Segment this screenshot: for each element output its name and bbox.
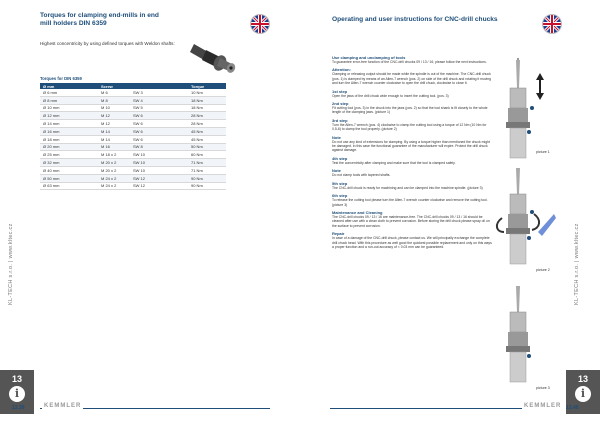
- table-cell: Ø 6 mm: [40, 89, 98, 96]
- table-cell: Ø 40 mm: [40, 166, 98, 174]
- instruction-text: Fit cutting tool (pos. 3) in the chuck into the jaws (pos. 2) so that the tool shank is fit closely to the whole length of the clamping jaws. (picture 1): [332, 106, 488, 115]
- instruction-heading: Attention:: [332, 67, 351, 73]
- table-cell: 71 Nm: [188, 159, 226, 167]
- table-cell: SW 5: [130, 104, 188, 112]
- table-cell: SW 6: [130, 135, 188, 143]
- instruction-text: Test the concentricity after clamping and make sure that the tool is clamped safely.: [332, 160, 456, 165]
- instruction-text: The CNC-drill chuck is ready for machining and can be clamped into the machine spindle. (picture 3): [332, 185, 483, 190]
- table-cell: SW 6: [130, 112, 188, 120]
- instruction-text: Open the jaws of the drill chuck wide enough to insert the cutting tool. (pos. 3): [332, 93, 449, 98]
- instruction-heading: 2nd step: [332, 101, 349, 107]
- page-number-right: 13.40: [566, 405, 579, 411]
- left-vertical-url: KL-TECH s.r.o. | www.kltec.cz: [8, 223, 14, 305]
- table-cell: SW 12: [130, 182, 188, 190]
- instruction-heading: Maintenance and Cleaning: [332, 209, 383, 215]
- uk-flag-icon: [542, 14, 562, 34]
- right-sidebar: [566, 0, 600, 424]
- table-row: [40, 112, 226, 120]
- table-cell: M 18 x 2: [98, 151, 130, 159]
- table-cell: M 14: [98, 127, 130, 135]
- table-cell: SW 6: [130, 120, 188, 128]
- instruction-heading: Note: [332, 134, 341, 140]
- table-row: [40, 104, 226, 112]
- picture-label-2: picture 2: [536, 268, 550, 272]
- table-row: [40, 174, 226, 182]
- table-cell: Ø 12 mm: [40, 112, 98, 120]
- table-cell: SW 3: [130, 89, 188, 96]
- table-row: [40, 135, 226, 143]
- section-number: 13: [11, 374, 22, 384]
- table-cell: M 24 x 2: [98, 174, 130, 182]
- footer-brand-right: KEMMLER: [524, 403, 562, 409]
- table-row: [40, 159, 226, 167]
- table-cell: 60 Nm: [188, 151, 226, 159]
- table-cell: 18 Nm: [188, 104, 226, 112]
- table-row: [40, 89, 226, 96]
- instruction-text: To release the cutting tool please turn the Allen-7 wrench counter clockwise and remove the cutting tool. (picture 3): [332, 198, 488, 207]
- instruction-text: The CNC-drill chucks 09 / 13 / 16 are maintenance-free. The CNC-drill chucks 09 / 13 / 16 should be cleaned after use with a clean cloth to prevent corrosion. Before storing the drill chuck please spray oil on the surface to prevent corrosion.: [332, 214, 490, 228]
- left-sidebar: [0, 0, 34, 424]
- instruction-heading: 4th step: [332, 155, 348, 161]
- table-cell: 90 Nm: [188, 174, 226, 182]
- instruction-heading: 1st step: [332, 88, 348, 94]
- table-cell: SW 12: [130, 174, 188, 182]
- table-cell: SW 10: [130, 159, 188, 167]
- table-cell: 28 Nm: [188, 120, 226, 128]
- table-row: [40, 166, 226, 174]
- info-icon: i: [9, 386, 25, 402]
- instruction-heading: 6th step: [332, 193, 348, 199]
- table-row: [40, 120, 226, 128]
- picture-label-3: picture 3: [536, 386, 550, 390]
- instructions-column: [332, 52, 492, 249]
- table-cell: Ø 25 mm: [40, 151, 98, 159]
- torque-table: [40, 83, 226, 190]
- drill-chuck-picture-2: [488, 166, 558, 275]
- instruction-text: Do not use any kind of extensions for clamping. By using a torque higher than mentioned the chuck might be damaged. In this case the functional guarantee of the manufacturer will expire. Protect the drill chuck against damage.: [332, 139, 490, 153]
- table-cell: Ø 63 mm: [40, 182, 98, 190]
- table-row: [40, 96, 226, 104]
- table-cell: 28 Nm: [188, 112, 226, 120]
- table-row: [40, 151, 226, 159]
- instruction-heading: 3rd step: [332, 117, 348, 123]
- uk-flag-icon: [250, 14, 270, 34]
- info-icon: i: [575, 386, 591, 402]
- instruction-heading: 5th step: [332, 180, 348, 186]
- column-header: Torque: [188, 83, 226, 89]
- table-row: [40, 182, 226, 190]
- footer-brand-left: KEMMLER: [44, 403, 82, 409]
- drill-chuck-picture-3: [488, 284, 548, 393]
- table-cell: Ø 32 mm: [40, 159, 98, 167]
- table-cell: 45 Nm: [188, 135, 226, 143]
- table-cell: M 8: [98, 96, 130, 104]
- table-cell: M 24 x 2: [98, 182, 130, 190]
- table-row: [40, 143, 226, 151]
- left-page-title: Torques for clamping end-mills in end mill holders DIN 6359: [40, 12, 159, 27]
- instruction-heading: Use clamping and unclamping of tools: [332, 55, 406, 60]
- table-cell: SW 10: [130, 151, 188, 159]
- table-cell: M 14: [98, 135, 130, 143]
- table-cell: M 12: [98, 120, 130, 128]
- right-vertical-url: KL-TECH s.r.o. | www.kltec.cz: [574, 223, 580, 305]
- instruction-text: Do not clamp tools with tapered shafts.: [332, 173, 391, 178]
- table-cell: M 20 x 2: [98, 166, 130, 174]
- picture-label-1: picture 1: [536, 150, 550, 154]
- table-cell: 45 Nm: [188, 127, 226, 135]
- column-header: Screw: [98, 83, 130, 89]
- table-cell: 10 Nm: [188, 89, 226, 96]
- table-cell: SW 4: [130, 96, 188, 104]
- table-cell: 18 Nm: [188, 96, 226, 104]
- right-page-title: Operating and user instructions for CNC-drill chucks: [332, 16, 498, 23]
- table-cell: Ø 18 mm: [40, 135, 98, 143]
- table-cell: SW 10: [130, 166, 188, 174]
- table-cell: Ø 50 mm: [40, 174, 98, 182]
- instruction-heading: Note: [332, 168, 341, 174]
- table-row: [40, 127, 226, 135]
- table-cell: 90 Nm: [188, 182, 226, 190]
- table-cell: SW 6: [130, 127, 188, 135]
- page-number-left: 13.39: [12, 405, 25, 411]
- instruction-text: In case of a damage of the CNC-drill chuck, please contact us. We will principally exchange the complete drill chuck head. With this procedure as well good the quickest possible replacement and only on this ways a proper function and a run-out accuracy of < 0.03 mm can be guaranteed.: [332, 236, 492, 249]
- table-cell: SW 8: [130, 143, 188, 151]
- table-cell: Ø 10 mm: [40, 104, 98, 112]
- instruction-heading: Repair: [332, 231, 345, 237]
- table-cell: Ø 14 mm: [40, 120, 98, 128]
- instruction-text: Clamping or releasing output should be made while the spindle is out of the machine. The CNC-drill chuck (pos. 1) is clamped by means of an Allen-7 wrench (pos. 2) on side of the drill chuck and rotating it moving and turn the Allen-7 wrench counter clockwise to open the drill chuck, clockwise to close it.: [332, 72, 492, 86]
- table-cell: M 20 x 2: [98, 159, 130, 167]
- table-cell: Ø 20 mm: [40, 143, 98, 151]
- table-cell: 71 Nm: [188, 166, 226, 174]
- table-heading: Torques for DIN 6359: [40, 76, 82, 81]
- section-number: 13: [577, 374, 588, 384]
- table-cell: M 16: [98, 143, 130, 151]
- instruction-text: Turn the Allen-7 wrench (pos. 4) clockwise to clamp the cutting tool using a torque of 12 Nm (10 Nm for 0,5-6) to clamp the tool properly. (picture 2): [332, 122, 487, 132]
- table-cell: M 10: [98, 104, 130, 112]
- table-cell: Ø 16 mm: [40, 127, 98, 135]
- end-mill-holder-image: [188, 38, 238, 85]
- table-cell: 50 Nm: [188, 143, 226, 151]
- instruction-text: To guarantee error-free function of the CNC-drill chucks 09 / 13 / 16, please follow the next instructions.: [332, 60, 487, 64]
- left-page-subtitle: Highest concentricity by using defined torques with Weldon shafts:: [40, 41, 175, 46]
- table-cell: Ø 8 mm: [40, 96, 98, 104]
- table-cell: M 6: [98, 89, 130, 96]
- table-cell: M 12: [98, 112, 130, 120]
- column-header: Ø mm: [40, 83, 98, 89]
